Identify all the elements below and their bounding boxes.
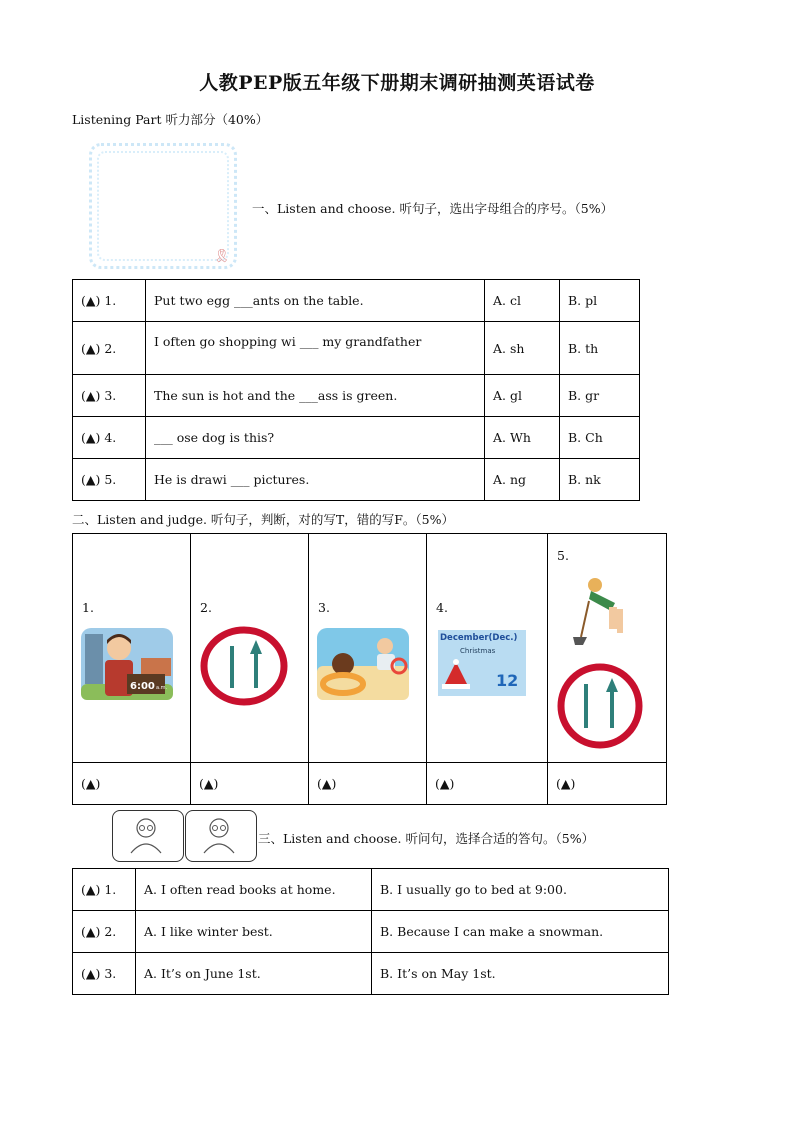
item-number: 2. (200, 600, 212, 615)
section2-table (72, 533, 667, 805)
option-b[interactable]: B. pl (560, 280, 640, 322)
question-number: (▲) 2. (73, 911, 136, 953)
section1-heading: 一、Listen and choose. 听句子，选出字母组合的序号。（5%） (252, 201, 614, 216)
option-b[interactable]: B. nk (560, 459, 640, 501)
calendar-day: 12 (496, 671, 519, 690)
listening-part-label: Listening Part 听力部分（40%） (72, 112, 269, 127)
option-b[interactable]: B. th (560, 322, 640, 375)
question-sentence: ___ ose dog is this? (146, 417, 485, 459)
road-sign-icon (556, 662, 644, 750)
calendar-icon (438, 630, 526, 696)
frame-inner-border (97, 151, 229, 261)
option-a[interactable]: A. Wh (485, 417, 560, 459)
answer-blank[interactable]: (▲) (73, 763, 191, 805)
table-row (73, 375, 640, 417)
item-number: 1. (82, 600, 94, 615)
picture-cell-1 (73, 534, 191, 763)
option-a[interactable]: A. It’s on June 1st. (136, 953, 372, 995)
question-number: (▲) 1. (73, 869, 136, 911)
section3-table (72, 868, 669, 995)
question-sentence: I often go shopping wi ___ my grandfather (146, 322, 485, 375)
boy-clock-icon (81, 628, 173, 700)
picture-cell-4 (427, 534, 548, 763)
item-number: 3. (318, 600, 330, 615)
option-a[interactable]: A. cl (485, 280, 560, 322)
question-sentence: He is drawi ___ pictures. (146, 459, 485, 501)
table-row (73, 459, 640, 501)
decorative-frame (89, 143, 237, 269)
table-row (73, 280, 640, 322)
calendar-subtitle: Christmas (460, 647, 496, 655)
option-a[interactable]: A. gl (485, 375, 560, 417)
option-b[interactable]: B. Because I can make a snowman. (372, 911, 669, 953)
question-number: (▲) 3. (73, 953, 136, 995)
answer-blank[interactable]: (▲) (309, 763, 427, 805)
option-a[interactable]: A. sh (485, 322, 560, 375)
question-sentence: Put two egg ___ants on the table. (146, 280, 485, 322)
option-b[interactable]: B. I usually go to bed at 9:00. (372, 869, 669, 911)
question-number: (▲) 1. (73, 280, 146, 322)
person-icon (113, 811, 183, 861)
option-b[interactable]: B. gr (560, 375, 640, 417)
picture-row (73, 534, 667, 763)
road-sign-icon (200, 626, 288, 706)
person-icon-box-1 (112, 810, 184, 862)
question-number: (▲) 5. (73, 459, 146, 501)
item-number: 5. (557, 548, 569, 563)
clock-text: 6:00 (130, 681, 155, 692)
table-row (73, 869, 669, 911)
picture-cell-2 (191, 534, 309, 763)
section3-heading: 三、Listen and choose. 听问句，选择合适的答句。（5%） (258, 831, 595, 846)
girl-planting-icon (571, 575, 633, 647)
table-row (73, 322, 640, 375)
picture-cell-3 (309, 534, 427, 763)
option-a[interactable]: A. I often read books at home. (136, 869, 372, 911)
ribbon-icon: 🎗 (213, 249, 230, 264)
option-a[interactable]: A. ng (485, 459, 560, 501)
page-title: 人教PEP版五年级下册期末调研抽测英语试卷 (199, 72, 595, 94)
question-sentence: The sun is hot and the ___ass is green. (146, 375, 485, 417)
option-b[interactable]: B. It’s on May 1st. (372, 953, 669, 995)
question-number: (▲) 2. (73, 322, 146, 375)
table-row (73, 417, 640, 459)
answer-blank[interactable]: (▲) (548, 763, 667, 805)
table-row (73, 953, 669, 995)
question-number: (▲) 4. (73, 417, 146, 459)
question-number: (▲) 3. (73, 375, 146, 417)
option-b[interactable]: B. Ch (560, 417, 640, 459)
person-icon-box-2 (185, 810, 257, 862)
beach-children-icon (317, 628, 409, 700)
section2-heading: 二、Listen and judge. 听句子，判断，对的写T，错的写F。（5%） (72, 512, 455, 527)
answer-blank[interactable]: (▲) (427, 763, 548, 805)
option-a[interactable]: A. I like winter best. (136, 911, 372, 953)
section1-table (72, 279, 640, 501)
answer-row (73, 763, 667, 805)
answer-blank[interactable]: (▲) (191, 763, 309, 805)
picture-cell-5 (548, 534, 667, 763)
calendar-title: December(Dec.) (440, 633, 518, 643)
item-number: 4. (436, 600, 448, 615)
person-icon (186, 811, 256, 861)
table-row (73, 911, 669, 953)
clock-suffix: a.m. (156, 685, 168, 691)
